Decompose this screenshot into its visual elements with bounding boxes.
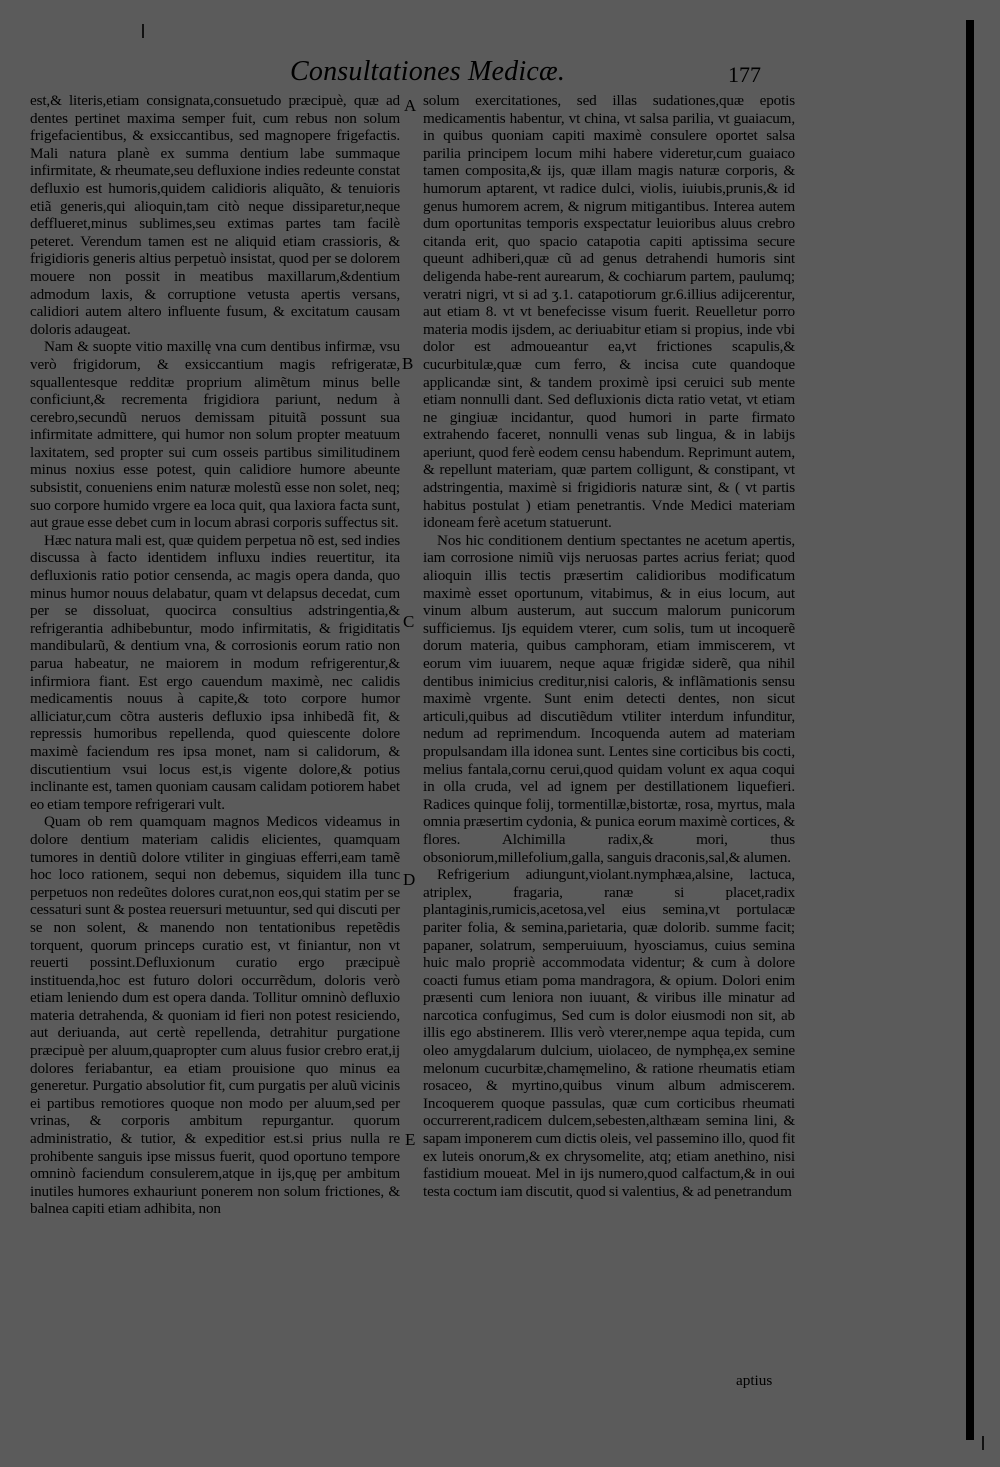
ink-mark [142, 24, 144, 38]
paragraph: est,& literis,etiam consignata,consuetudo præcipuè, quæ ad dentes pertinet maxima semper fuit, cum rebus non solum frigefacientibus, & exsiccantibus, sed magnopere frigefactis. Mali natura planè ex summa dentium labe summaque infirmitate, & rheumate,seu defluxione indies redeunte constat defluxio est humoris,quidem calidioris aliquãto, & tenuioris etiã generis,qui alioquin,tam citò neque dissiparetur,neque defflueret,minus sublimes,seu extimas partes tam facilè peteret. Verendum tamen est ne aliquid etiam crassioris, & frigidioris generis altius perpetuò insistat, quod per se dolorem mouere non possit in meatibus maxillarum,&dentium admodum laxis, & corruptione vetusta apertis versans, calidiori autem altero influente fusum, & excitatum causam doloris adaugeat. [30, 92, 400, 338]
paragraph: Nam & suopte vitio maxillę vna cum dentibus infirmæ, vsu verò frigidorum, & exsiccantium magis refrigeratæ, squallentesque redditæ proprium alimẽtum minus belle conficiunt,& recrementa frigidiora pariunt, nedum à cerebro,secundũ neruos demissam pituitã possunt sua infirmitate admittere, qui humor non solum propter meatuum laxitatem, sed propter sui cum osseis partibus similitudinem minus noxius esse potest, quin calidiore humore abeunte subsistit, conueniens enim naturæ molestũ esse non solet, neq; suo corpore humido vrgere ea loca quit, qua laxiora facta sunt, aut graue esse debet cum in locum abrasi corporis suffectus sit. [30, 338, 400, 532]
catchword: aptius [736, 1372, 773, 1389]
margin-letter-e: E [405, 1130, 416, 1149]
margin-letter-c: C [403, 612, 415, 631]
paragraph: Quam ob rem quamquam magnos Medicos videamus in dolore dentium materiam calidis elicientes, quamquam tumores in dentiũ dolore vtiliter in gingiuas efferri,eam tamẽ hoc loco rationem, sequi non debemus, siquidem illa tunc perpetuos non redeũtes dolores curat,non eos,qui statim per se cessaturi sunt & postea reuersuri metuuntur, sed qui discuti per se non solent, & manendo non tentationibus repetẽdis torquent, quorum princeps curatio est, vt finiantur, non vt reuerti possint.Defluxionum curatio ergo præcipuè instituenda,hoc est futuro dolori occurrẽdum, doloris verò etiam leniendo dum est opera danda. Tollitur omninò defluxio materia detrahenda, & quoniam id fieri non potest resiciendo, aut deriuanda, aut certè repellenda, detrahitur purgatione præcipuè per aluum,quapropter cum aluus fusior crebro erat,ij dolores feriabantur, ea etiam prouisione quo minus ea generetur. Purgatio absolutior fit, cum purgatis per aluũ vicinis ei partibus remotiores quoque non modo per aluum,sed per vrinas, & corporis ambitum repurgantur. quorum administratio, & tutior, & expeditior est.si prius nulla re prohibente sanguis ipse missus fuerit, quod oportuno tempore omninò faciendum consulerem,atque in ijs,quę per ambitum inutiles humores exhauriunt ponerem non solum frictiones, & balnea capiti etiam adhibita, non [30, 813, 400, 1218]
margin-letter-b: B [402, 354, 414, 373]
ink-mark [982, 1436, 984, 1450]
left-column [30, 92, 400, 1218]
page-edge-shadow [966, 20, 974, 1440]
paragraph: solum exercitationes, sed illas sudationes,quæ epotis medicamentis habentur, vt china, vt salsa parilia, vt guaiacum, in quibus quoniam capiti maximè consulere oportet salsa parilia principem locum mihi habere videretur,cum guaiaco tamen composita,& ijs, quæ illam magis naturæ corporis, & humorum aptarent, vt radice dulci, violis, iuiubis,prunis,& id genus humorem acrem, & nigrum mitigantibus. Interea autem dum oportunitas temporis exspectatur leuioribus aluus crebro citanda erit, quo spacio catapotia capiti aptissima secure queunt adhiberi,quæ cũ ad genus detrahendi humoris sint deligenda habe-rent aurearum, & cochiarum partem, paulumq; veratri nigri, vt si ad ʒ.1. catapotiorum gr.6.illius adijcerentur, aut etiam 8. vt vt benefecisse visum fuerit. Reuelletur porro materia modis ijsdem, ac deriuabitur etiam si propius, inde vbi dolor est admoueantur ea,vt frictiones scapulis,& cucurbitulæ,quæ cum ferro, & incisa cute quandoque applicandæ sint, & tandem proximè ipsi ceruici sub mente etiam nonnulli dant. Sed defluxionis dicta ratio vetat, vt etiam ne gingiuæ incidantur, quod humori in parte firmato extrahendo faceret, nonnulli venas sub lingua, & in labijs aperiunt, quod ferè eodem censu habendum. Reprimunt autem, & repellunt materiam, quæ partem colligunt, & constipant, vt adstringentia, maximè si frigidioris naturæ sint, & ( vt partis habitus postulat ) etiam penetrantis. Vnde Medici materiam idoneam ferè acetum statuerunt. [423, 92, 795, 532]
margin-letter-d: D [403, 870, 416, 889]
paragraph: Nos hic conditionem dentium spectantes ne acetum apertis, iam corrosione nimiũ vijs neruosas partes acrius feriat; quod alioquin illis tectis præsertim calidioribus modificatum maximè esset oportunum, vitabimus, & in eius locum, aut vinum album austerum, aut succum malorum punicorum sufficiemus. Ijs equidem vterer, cum solis, tum ut incoquerẽ dorum materia, quibus camphoram, etiam immiscerem, vt eorum vim iuuarem, neque aquæ frigidæ siderẽ, qua nihil dentibus inimicius creditur,nisi caloris, & inflãmationis sensu maximè vrgente. Sunt enim detecti dentes, non sicut articuli,quibus ad discutiẽdum vtiliter interdum infunditur, nedum ad reprimendum. Incoquenda autem ad materiam propulsandam illa idonea sunt. Lentes sine corticibus bis cocti, melius fantala,cornu cerui,quod quidam volunt ex aqua coqui in olla cruda, vel ad ignem per destillationem liquefieri. Radices quinque folij, tormentillæ,bistortæ, rosa, myrtus, mala omnia præsertim cydonia, & punica eorum maximè cortices, & flores. Alchimilla radix,& mori, thus obsoniorum,millefolium,galla, sanguis draconis,sal,& alumen. [423, 531, 795, 866]
paragraph: Refrigerium adiungunt,violant.nymphæa,alsine, lactuca, atriplex, fragaria, ranæ si placet,radix plantaginis,rumicis,acetosa,vel eius semina,vt portulacæ pariter folia, & semina,parietaria, quæ dolorib. summe facit; papaner, solatrum, semperuiuum, hyosciamus, cuius semina huic malo propriè accommodata videntur; & cum à dolore coacti fumus etiam poma mandragora, & opium. Dolori enim præsenti cum leniora non iuuant, & viribus ille minatur ad narcotica confugimus, Sed cum is dolor eiusmodi non sit, ab illis ego abstinerem. Illis verò vterer,nempe aqua tepida, cum oleo amygdalarum dulcium, uiolaceo, de nymphęa,ex semine melonum cucurbitæ,chamęmelino, & ratione rheumatis etiam rosaceo, & myrtino,quibus vinum album admiscerem. Incoquerem quoque passulas, quæ cum corticibus rheumati occurrerent,radicem dulcem,sebesten,althæam semina lini, & sapam imponerem cum dictis oleis, vel passemino illo, quod fit ex luteis onorum,& ex chrysomelite, atq; etiam anethino, nisi fastidium moueat. Mel in ijs numero,quod calfactum,& in oui testa coctum iam discutit, quod si valentius, & ad penetrandum [423, 866, 795, 1200]
running-title: Consultationes Medicæ. [290, 56, 566, 87]
right-column [423, 92, 795, 1200]
margin-letter-a: A [404, 96, 417, 115]
page-number: 177 [728, 62, 761, 87]
paragraph: Hæc natura mali est, quæ quidem perpetua nõ est, sed indies discussa à facto identidem influxu indies reuertitur, ita defluxionis ratio potior censenda, ac magis opera danda, quo minus humor nouus delabatur, quam vt delapsus decedat, cum per se dissoluat, quocirca consultius adstringentia,& refrigerantia adhibebuntur, modo infirmitatis, & frigiditatis mandibularũ, & dentium vna, & corrosionis eorum ratio non parua habeatur, ne maiorem in modum refrigerentur,& infirmiora fiant. Est ergo cauendum maximè, nec calidis medicamentis nouus à capite,& toto corpore humor alliciatur,cum cõtra austeris defluxio ipsa inhibedã fit, & repressis humoribus repellenda, quod quiescente dolore maximè faciendum res ipsa monet, nam si calidorum, & discutientium vsui locus est,is vigente dolore,& potius inclinante est, tamen quoniam causam calidam potiorem habet eo etiam tempore refrigerari vult. [30, 531, 400, 813]
